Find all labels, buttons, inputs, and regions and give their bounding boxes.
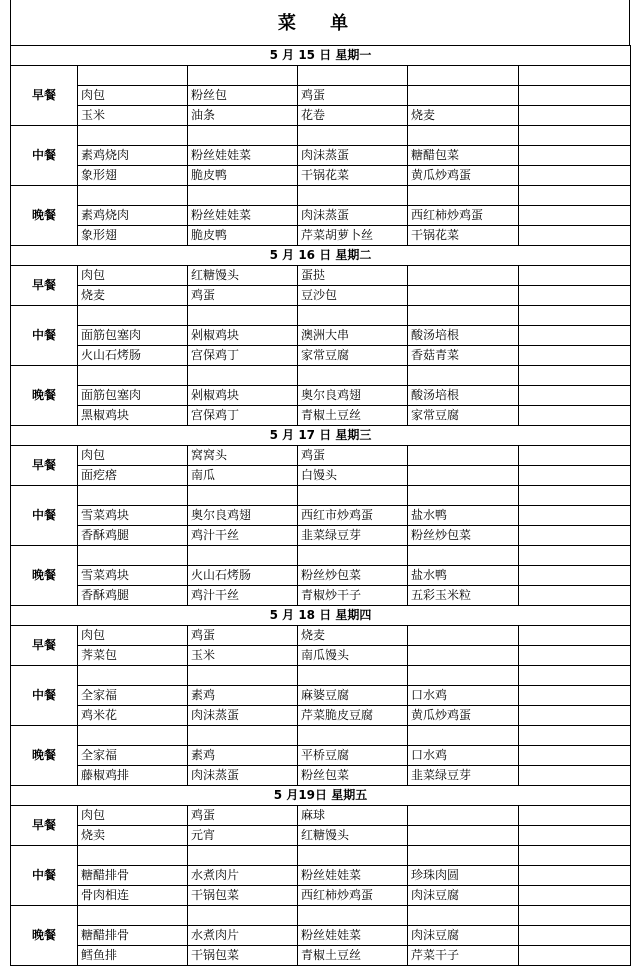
menu-row [11, 446, 631, 466]
dish-cell: 黑椒鸡块 [78, 406, 188, 426]
dish-cell: 青椒土豆丝 [298, 946, 408, 966]
dish-cell [519, 286, 631, 306]
dish-cell: 鸡蛋 [188, 626, 298, 646]
dish-cell: 韭菜绿豆芽 [408, 766, 519, 786]
dish-cell: 水煮肉片 [188, 866, 298, 886]
dish-cell [408, 826, 519, 846]
dish-cell: 鸡蛋 [188, 286, 298, 306]
menu-row [11, 286, 631, 306]
dish-cell [408, 626, 519, 646]
dish-cell: 元宵 [188, 826, 298, 846]
dish-cell: 油条 [188, 106, 298, 126]
dish-cell [408, 906, 519, 926]
dish-cell [408, 266, 519, 286]
menu-row [11, 846, 631, 866]
meal-label: 早餐 [11, 266, 78, 306]
dish-cell [78, 846, 188, 866]
dish-cell [298, 666, 408, 686]
dish-cell: 红糖馒头 [188, 266, 298, 286]
dish-cell: 素鸡烧肉 [78, 146, 188, 166]
dish-cell: 烧麦 [78, 286, 188, 306]
menu-row [11, 886, 631, 906]
dish-cell [298, 906, 408, 926]
dish-cell [408, 666, 519, 686]
dish-cell: 麻婆豆腐 [298, 686, 408, 706]
day-header-row [11, 426, 631, 446]
dish-cell [408, 306, 519, 326]
dish-cell [519, 226, 631, 246]
dish-cell [188, 546, 298, 566]
menu-row [11, 526, 631, 546]
dish-cell: 肉沫蒸蛋 [298, 206, 408, 226]
menu-table [10, 45, 631, 966]
meal-label: 早餐 [11, 66, 78, 126]
dish-cell: 酸汤培根 [408, 326, 519, 346]
dish-cell: 黄瓜炒鸡蛋 [408, 706, 519, 726]
page-title: 菜 单 [10, 0, 630, 45]
meal-label: 晚餐 [11, 906, 78, 966]
dish-cell: 西红柿炒鸡蛋 [408, 206, 519, 226]
dish-cell: 芹菜胡萝卜丝 [298, 226, 408, 246]
menu-row [11, 826, 631, 846]
day-header: 5 月 18 日 星期四 [11, 606, 631, 626]
dish-cell: 脆皮鸭 [188, 166, 298, 186]
dish-cell: 家常豆腐 [408, 406, 519, 426]
dish-cell [519, 926, 631, 946]
dish-cell: 鸡蛋 [298, 86, 408, 106]
dish-cell: 粉丝包菜 [298, 766, 408, 786]
menu-row [11, 146, 631, 166]
dish-cell [408, 66, 519, 86]
menu-row [11, 346, 631, 366]
dish-cell: 肉包 [78, 446, 188, 466]
dish-cell: 粉丝娃娃菜 [188, 206, 298, 226]
dish-cell [298, 186, 408, 206]
dish-cell [78, 66, 188, 86]
dish-cell [519, 546, 631, 566]
dish-cell [188, 666, 298, 686]
dish-cell: 奥尔良鸡翅 [298, 386, 408, 406]
menu-row [11, 646, 631, 666]
dish-cell [78, 366, 188, 386]
dish-cell [298, 66, 408, 86]
dish-cell: 宫保鸡丁 [188, 346, 298, 366]
dish-cell: 火山石烤肠 [188, 566, 298, 586]
menu-row [11, 386, 631, 406]
dish-cell: 盐水鸭 [408, 566, 519, 586]
dish-cell: 粉丝炒包菜 [408, 526, 519, 546]
dish-cell [78, 126, 188, 146]
dish-cell [408, 486, 519, 506]
menu-body [11, 46, 631, 966]
dish-cell: 鳕鱼排 [78, 946, 188, 966]
day-header: 5 月 15 日 星期一 [11, 46, 631, 66]
menu-row [11, 806, 631, 826]
dish-cell: 象形翅 [78, 226, 188, 246]
dish-cell: 糖醋排骨 [78, 926, 188, 946]
dish-cell [519, 886, 631, 906]
dish-cell: 鸡米花 [78, 706, 188, 726]
dish-cell [519, 186, 631, 206]
dish-cell [519, 386, 631, 406]
dish-cell [78, 546, 188, 566]
dish-cell: 全家福 [78, 686, 188, 706]
dish-cell [519, 366, 631, 386]
dish-cell: 口水鸡 [408, 686, 519, 706]
dish-cell [519, 146, 631, 166]
dish-cell [408, 846, 519, 866]
dish-cell [188, 126, 298, 146]
dish-cell: 白馒头 [298, 466, 408, 486]
dish-cell [519, 266, 631, 286]
dish-cell [298, 486, 408, 506]
dish-cell [408, 546, 519, 566]
dish-cell: 骨肉相连 [78, 886, 188, 906]
menu-row [11, 686, 631, 706]
menu-row [11, 206, 631, 226]
dish-cell: 青椒炒干子 [298, 586, 408, 606]
dish-cell: 肉包 [78, 626, 188, 646]
dish-cell [298, 366, 408, 386]
dish-cell: 珍珠肉圆 [408, 866, 519, 886]
dish-cell [298, 546, 408, 566]
dish-cell: 鸡蛋 [188, 806, 298, 826]
dish-cell [519, 346, 631, 366]
dish-cell: 玉米 [78, 106, 188, 126]
menu-row [11, 926, 631, 946]
meal-label: 中餐 [11, 486, 78, 546]
dish-cell: 象形翅 [78, 166, 188, 186]
dish-cell: 藤椒鸡排 [78, 766, 188, 786]
dish-cell: 豆沙包 [298, 286, 408, 306]
dish-cell [188, 726, 298, 746]
dish-cell [519, 326, 631, 346]
dish-cell: 粉丝娃娃菜 [298, 866, 408, 886]
dish-cell [519, 706, 631, 726]
dish-cell [188, 906, 298, 926]
dish-cell [408, 446, 519, 466]
menu-row [11, 486, 631, 506]
dish-cell: 芹菜干子 [408, 946, 519, 966]
day-header-row [11, 246, 631, 266]
dish-cell [519, 66, 631, 86]
menu-row [11, 766, 631, 786]
dish-cell [519, 846, 631, 866]
menu-row [11, 946, 631, 966]
dish-cell: 澳洲大串 [298, 326, 408, 346]
meal-label: 晚餐 [11, 546, 78, 606]
dish-cell: 水煮肉片 [188, 926, 298, 946]
dish-cell: 粉丝娃娃菜 [298, 926, 408, 946]
dish-cell [408, 86, 519, 106]
dish-cell [408, 126, 519, 146]
dish-cell: 糖醋排骨 [78, 866, 188, 886]
dish-cell: 奥尔良鸡翅 [188, 506, 298, 526]
dish-cell: 肉包 [78, 86, 188, 106]
meal-label: 晚餐 [11, 366, 78, 426]
dish-cell: 平桥豆腐 [298, 746, 408, 766]
dish-cell [519, 406, 631, 426]
menu-row [11, 166, 631, 186]
dish-cell: 麻球 [298, 806, 408, 826]
meal-label: 中餐 [11, 666, 78, 726]
menu-row [11, 746, 631, 766]
dish-cell [298, 306, 408, 326]
dish-cell [519, 826, 631, 846]
menu-row [11, 706, 631, 726]
dish-cell [408, 646, 519, 666]
dish-cell: 素鸡 [188, 686, 298, 706]
dish-cell [408, 286, 519, 306]
dish-cell [519, 866, 631, 886]
dish-cell: 干锅花菜 [408, 226, 519, 246]
menu-row [11, 266, 631, 286]
dish-cell [519, 766, 631, 786]
menu-row [11, 906, 631, 926]
dish-cell: 烧麦 [298, 626, 408, 646]
dish-cell: 雪菜鸡块 [78, 506, 188, 526]
dish-cell [298, 126, 408, 146]
dish-cell: 干锅包菜 [188, 946, 298, 966]
dish-cell [519, 206, 631, 226]
dish-cell: 粉丝包 [188, 86, 298, 106]
dish-cell: 肉沫豆腐 [408, 886, 519, 906]
dish-cell: 肉包 [78, 806, 188, 826]
dish-cell [78, 186, 188, 206]
menu-row [11, 106, 631, 126]
day-header: 5 月 16 日 星期二 [11, 246, 631, 266]
dish-cell [519, 746, 631, 766]
menu-row [11, 186, 631, 206]
dish-cell [519, 466, 631, 486]
dish-cell [188, 846, 298, 866]
dish-cell [78, 666, 188, 686]
dish-cell [519, 446, 631, 466]
dish-cell: 火山石烤肠 [78, 346, 188, 366]
menu-row [11, 66, 631, 86]
dish-cell: 鸡汁干丝 [188, 586, 298, 606]
dish-cell [408, 806, 519, 826]
dish-cell [519, 586, 631, 606]
menu-row [11, 626, 631, 646]
menu-row [11, 566, 631, 586]
dish-cell: 家常豆腐 [298, 346, 408, 366]
dish-cell: 肉沫豆腐 [408, 926, 519, 946]
day-header: 5 月19日 星期五 [11, 786, 631, 806]
meal-label: 中餐 [11, 126, 78, 186]
dish-cell: 芹菜脆皮豆腐 [298, 706, 408, 726]
dish-cell: 烧卖 [78, 826, 188, 846]
menu-row [11, 866, 631, 886]
dish-cell [519, 306, 631, 326]
menu-row [11, 306, 631, 326]
dish-cell: 雪菜鸡块 [78, 566, 188, 586]
dish-cell: 黄瓜炒鸡蛋 [408, 166, 519, 186]
meal-label: 中餐 [11, 846, 78, 906]
meal-label: 晚餐 [11, 186, 78, 246]
dish-cell [78, 726, 188, 746]
dish-cell [188, 186, 298, 206]
dish-cell [188, 66, 298, 86]
dish-cell: 红糖馒头 [298, 826, 408, 846]
dish-cell: 肉沫蒸蛋 [188, 706, 298, 726]
dish-cell [408, 726, 519, 746]
menu-row [11, 326, 631, 346]
dish-cell: 干锅花菜 [298, 166, 408, 186]
dish-cell: 西红市炒鸡蛋 [298, 506, 408, 526]
dish-cell [408, 366, 519, 386]
dish-cell: 五彩玉米粒 [408, 586, 519, 606]
dish-cell: 花卷 [298, 106, 408, 126]
day-header-row [11, 46, 631, 66]
dish-cell [298, 726, 408, 746]
dish-cell [519, 486, 631, 506]
dish-cell: 脆皮鸭 [188, 226, 298, 246]
dish-cell: 盐水鸭 [408, 506, 519, 526]
dish-cell: 青椒土豆丝 [298, 406, 408, 426]
dish-cell [519, 626, 631, 646]
dish-cell: 干锅包菜 [188, 886, 298, 906]
dish-cell: 粉丝娃娃菜 [188, 146, 298, 166]
day-header-row [11, 786, 631, 806]
dish-cell: 粉丝炒包菜 [298, 566, 408, 586]
menu-row [11, 506, 631, 526]
dish-cell [78, 306, 188, 326]
dish-cell: 素鸡 [188, 746, 298, 766]
dish-cell [519, 666, 631, 686]
dish-cell: 窝窝头 [188, 446, 298, 466]
menu-row [11, 726, 631, 746]
dish-cell: 肉沫蒸蛋 [188, 766, 298, 786]
dish-cell: 鸡蛋 [298, 446, 408, 466]
dish-cell: 玉米 [188, 646, 298, 666]
menu-row [11, 466, 631, 486]
dish-cell: 肉包 [78, 266, 188, 286]
menu-row [11, 226, 631, 246]
dish-cell: 南瓜 [188, 466, 298, 486]
dish-cell [519, 686, 631, 706]
dish-cell [519, 906, 631, 926]
dish-cell [519, 646, 631, 666]
dish-cell: 鸡汁干丝 [188, 526, 298, 546]
dish-cell [519, 86, 631, 106]
dish-cell: 口水鸡 [408, 746, 519, 766]
dish-cell [188, 306, 298, 326]
dish-cell [188, 366, 298, 386]
menu-row [11, 86, 631, 106]
dish-cell: 全家福 [78, 746, 188, 766]
dish-cell: 宫保鸡丁 [188, 406, 298, 426]
dish-cell [298, 846, 408, 866]
dish-cell: 糖醋包菜 [408, 146, 519, 166]
meal-label: 早餐 [11, 626, 78, 666]
dish-cell [408, 466, 519, 486]
meal-label: 早餐 [11, 806, 78, 846]
dish-cell [519, 106, 631, 126]
dish-cell [519, 946, 631, 966]
dish-cell: 荠菜包 [78, 646, 188, 666]
dish-cell [188, 486, 298, 506]
dish-cell: 南瓜馒头 [298, 646, 408, 666]
dish-cell: 剁椒鸡块 [188, 326, 298, 346]
dish-cell [519, 566, 631, 586]
dish-cell [519, 506, 631, 526]
menu-row [11, 666, 631, 686]
meal-label: 早餐 [11, 446, 78, 486]
menu-row [11, 586, 631, 606]
dish-cell: 烧麦 [408, 106, 519, 126]
dish-cell [519, 726, 631, 746]
dish-cell [78, 906, 188, 926]
dish-cell: 香酥鸡腿 [78, 526, 188, 546]
day-header: 5 月 17 日 星期三 [11, 426, 631, 446]
dish-cell: 蛋挞 [298, 266, 408, 286]
dish-cell [519, 526, 631, 546]
dish-cell: 肉沫蒸蛋 [298, 146, 408, 166]
dish-cell: 香菇青菜 [408, 346, 519, 366]
meal-label: 晚餐 [11, 726, 78, 786]
dish-cell [519, 166, 631, 186]
meal-label: 中餐 [11, 306, 78, 366]
dish-cell [519, 126, 631, 146]
menu-row [11, 366, 631, 386]
dish-cell [408, 186, 519, 206]
dish-cell [78, 486, 188, 506]
menu-row [11, 406, 631, 426]
menu-row [11, 546, 631, 566]
dish-cell: 素鸡烧肉 [78, 206, 188, 226]
dish-cell: 面筋包塞肉 [78, 326, 188, 346]
dish-cell: 酸汤培根 [408, 386, 519, 406]
dish-cell: 韭菜绿豆芽 [298, 526, 408, 546]
dish-cell: 面筋包塞肉 [78, 386, 188, 406]
dish-cell: 西红柿炒鸡蛋 [298, 886, 408, 906]
dish-cell: 剁椒鸡块 [188, 386, 298, 406]
dish-cell: 面疙瘩 [78, 466, 188, 486]
day-header-row [11, 606, 631, 626]
dish-cell [519, 806, 631, 826]
menu-row [11, 126, 631, 146]
dish-cell: 香酥鸡腿 [78, 586, 188, 606]
